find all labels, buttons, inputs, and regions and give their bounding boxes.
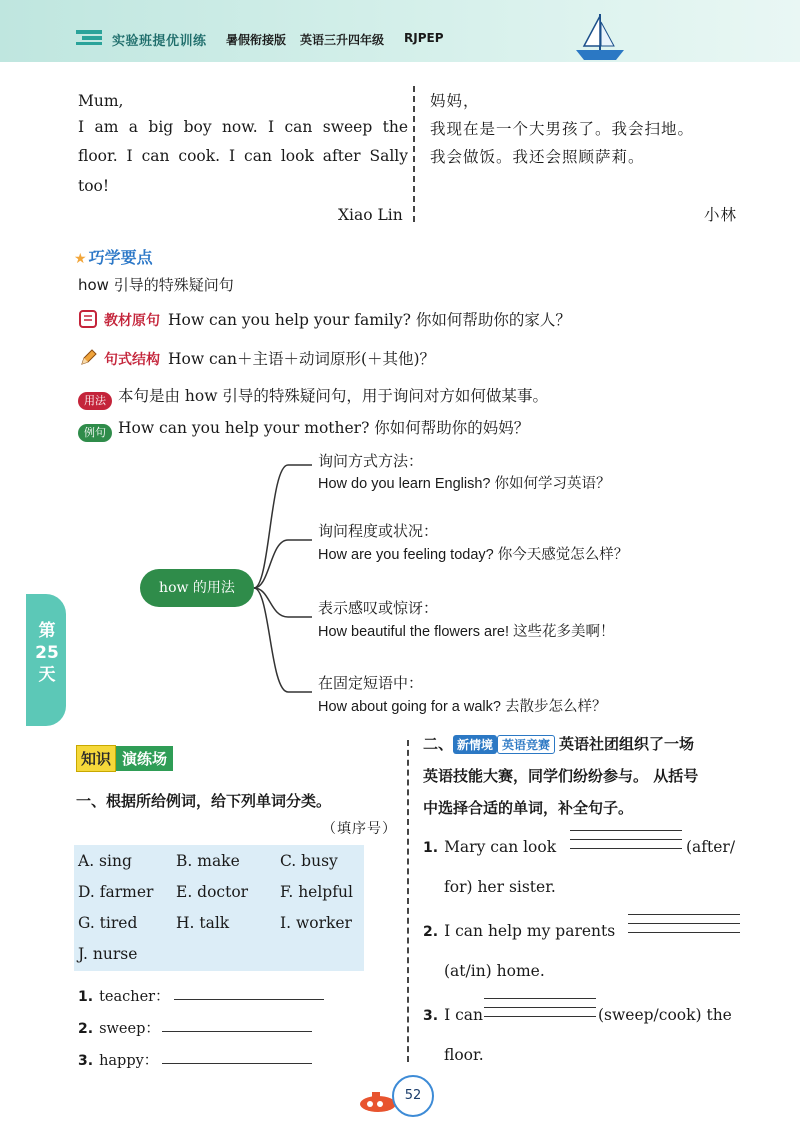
original-label: 教材原句	[104, 313, 160, 329]
option-b: B. make	[176, 852, 240, 870]
structure-text: How can＋主语＋动词原形(＋其他)？	[168, 350, 436, 368]
tips-subtitle: how 引导的特殊疑问句	[78, 276, 234, 294]
s2-item3-cont: floor.	[444, 1046, 484, 1064]
fill-num: 2.	[78, 1021, 94, 1037]
letter-line1-en: I am a big boy now. I can sweep the	[78, 118, 408, 136]
practice-badge-part1: 知识	[76, 745, 116, 772]
option-c: C. busy	[280, 852, 338, 870]
fill-word: happy：	[99, 1053, 159, 1069]
structure-label: 句式结构	[104, 352, 160, 368]
option-h: H. talk	[176, 914, 230, 932]
letter-signature-cn: 小林	[704, 206, 738, 224]
letter-greeting-cn: 妈妈，	[430, 92, 480, 110]
question1-title: 一、根据所给例词，给下列单词分类。	[76, 792, 332, 810]
s2-item2-cont: (at/in) home.	[444, 962, 545, 980]
competition-tag: 英语竞赛	[497, 735, 555, 754]
option-i: I. worker	[280, 914, 352, 932]
letter-line1-cn: 我现在是一个大男孩了。我会扫地。	[430, 120, 695, 138]
option-f: F. helpful	[280, 883, 353, 901]
s2-item2-line1	[423, 922, 615, 940]
s2-item1-cont: for) her sister.	[444, 878, 556, 896]
s2-item1-after: (after/	[686, 838, 736, 856]
option-j: J. nurse	[78, 945, 138, 963]
fill-word: teacher：	[99, 989, 170, 1005]
column-divider	[407, 740, 409, 1062]
original-text: How can you help your family? 你如何帮助你的家人？	[168, 311, 571, 329]
s2-num: 2.	[423, 924, 439, 940]
usage-text: 本句是由 how 引导的特殊疑问句，用于询问对方如何做某事。	[118, 387, 548, 405]
header-edition: RJPEP	[404, 31, 444, 45]
mindmap-sentence-4: How about going for a walk? 去散步怎么样？	[318, 699, 607, 715]
question2-line2: 英语技能大赛，同学们纷纷参与。 从括号	[423, 767, 699, 785]
letter-line3-en: too!	[78, 177, 110, 195]
example-text: How can you help your mother? 你如何帮助你的妈妈？	[118, 419, 530, 437]
mindmap-sentence-3: How beautiful the flowers are! 这些花多美啊！	[318, 624, 615, 640]
practice-badge-part2: 演练场	[116, 746, 173, 771]
mindmap-sentence-1: How do you learn English? 你如何学习英语？	[318, 476, 611, 492]
new-context-tag: 新情境	[453, 735, 497, 754]
mindmap-center: how 的用法	[140, 569, 254, 607]
fill-answer-line[interactable]	[162, 1063, 312, 1064]
fill-row-3	[78, 1049, 158, 1070]
practice-badge	[76, 745, 173, 771]
option-g: G. tired	[78, 914, 138, 932]
header-brand: 实验班提优训练	[112, 34, 207, 49]
fill-num: 1.	[78, 989, 94, 1005]
letter-greeting-en: Mum,	[78, 92, 124, 110]
header-grade: 英语三升四年级	[300, 33, 385, 47]
s2-num: 3.	[423, 1008, 439, 1024]
header-subtitle: 暑假衔接版	[226, 33, 287, 47]
letter-line2-en: floor. I can cook. I can look after Sally	[78, 147, 408, 165]
mindmap-heading-2: 询问程度或状况：	[318, 522, 439, 540]
option-e: E. doctor	[176, 883, 249, 901]
option-d: D. farmer	[78, 883, 154, 901]
fill-row-1	[78, 985, 170, 1006]
day-side-tab-text: 第25天	[35, 621, 59, 685]
q2-prefix: 二、	[423, 735, 454, 753]
mindmap-heading-3: 表示感叹或惊讶：	[318, 599, 439, 617]
question2-line3: 中选择合适的单词，补全句子。	[423, 799, 634, 817]
q2-line1: 英语社团组织了一场	[559, 735, 695, 753]
mindmap-sentence-2: How are you feeling today? 你今天感觉怎么样？	[318, 547, 629, 563]
option-a: A. sing	[78, 852, 132, 870]
page-number: 52	[392, 1075, 434, 1117]
fill-word: sweep：	[99, 1021, 160, 1037]
question2-title	[423, 733, 694, 754]
s2-item1-line1	[423, 838, 556, 856]
s2-before: I can	[444, 1006, 484, 1024]
fill-row-2	[78, 1017, 160, 1038]
letter-line2-cn: 我会做饭。我还会照顾萨莉。	[430, 148, 645, 166]
s2-before: Mary can look	[444, 838, 557, 856]
s2-before: I can help my parents	[444, 922, 616, 940]
mindmap-heading-1: 询问方式方法：	[318, 452, 424, 470]
tips-title-text: 巧学要点	[88, 248, 153, 267]
s2-item3-after: (sweep/cook) the	[598, 1006, 732, 1024]
question1-note: （填序号）	[322, 821, 397, 837]
usage-icon: 用法	[78, 392, 112, 410]
s2-item3-line1	[423, 1006, 483, 1024]
s2-num: 1.	[423, 840, 439, 856]
mindmap-heading-4: 在固定短语中：	[318, 674, 424, 692]
fill-num: 3.	[78, 1053, 94, 1069]
s2-answer-lines-2[interactable]	[628, 914, 740, 936]
fill-answer-line[interactable]	[162, 1031, 312, 1032]
letter-signature-en: Xiao Lin	[338, 206, 403, 224]
fill-answer-line[interactable]	[174, 999, 324, 1000]
s2-answer-lines-1[interactable]	[570, 830, 682, 852]
example-icon: 例句	[78, 424, 112, 442]
star-icon: ★	[74, 251, 87, 267]
s2-answer-lines-3[interactable]	[484, 998, 596, 1020]
